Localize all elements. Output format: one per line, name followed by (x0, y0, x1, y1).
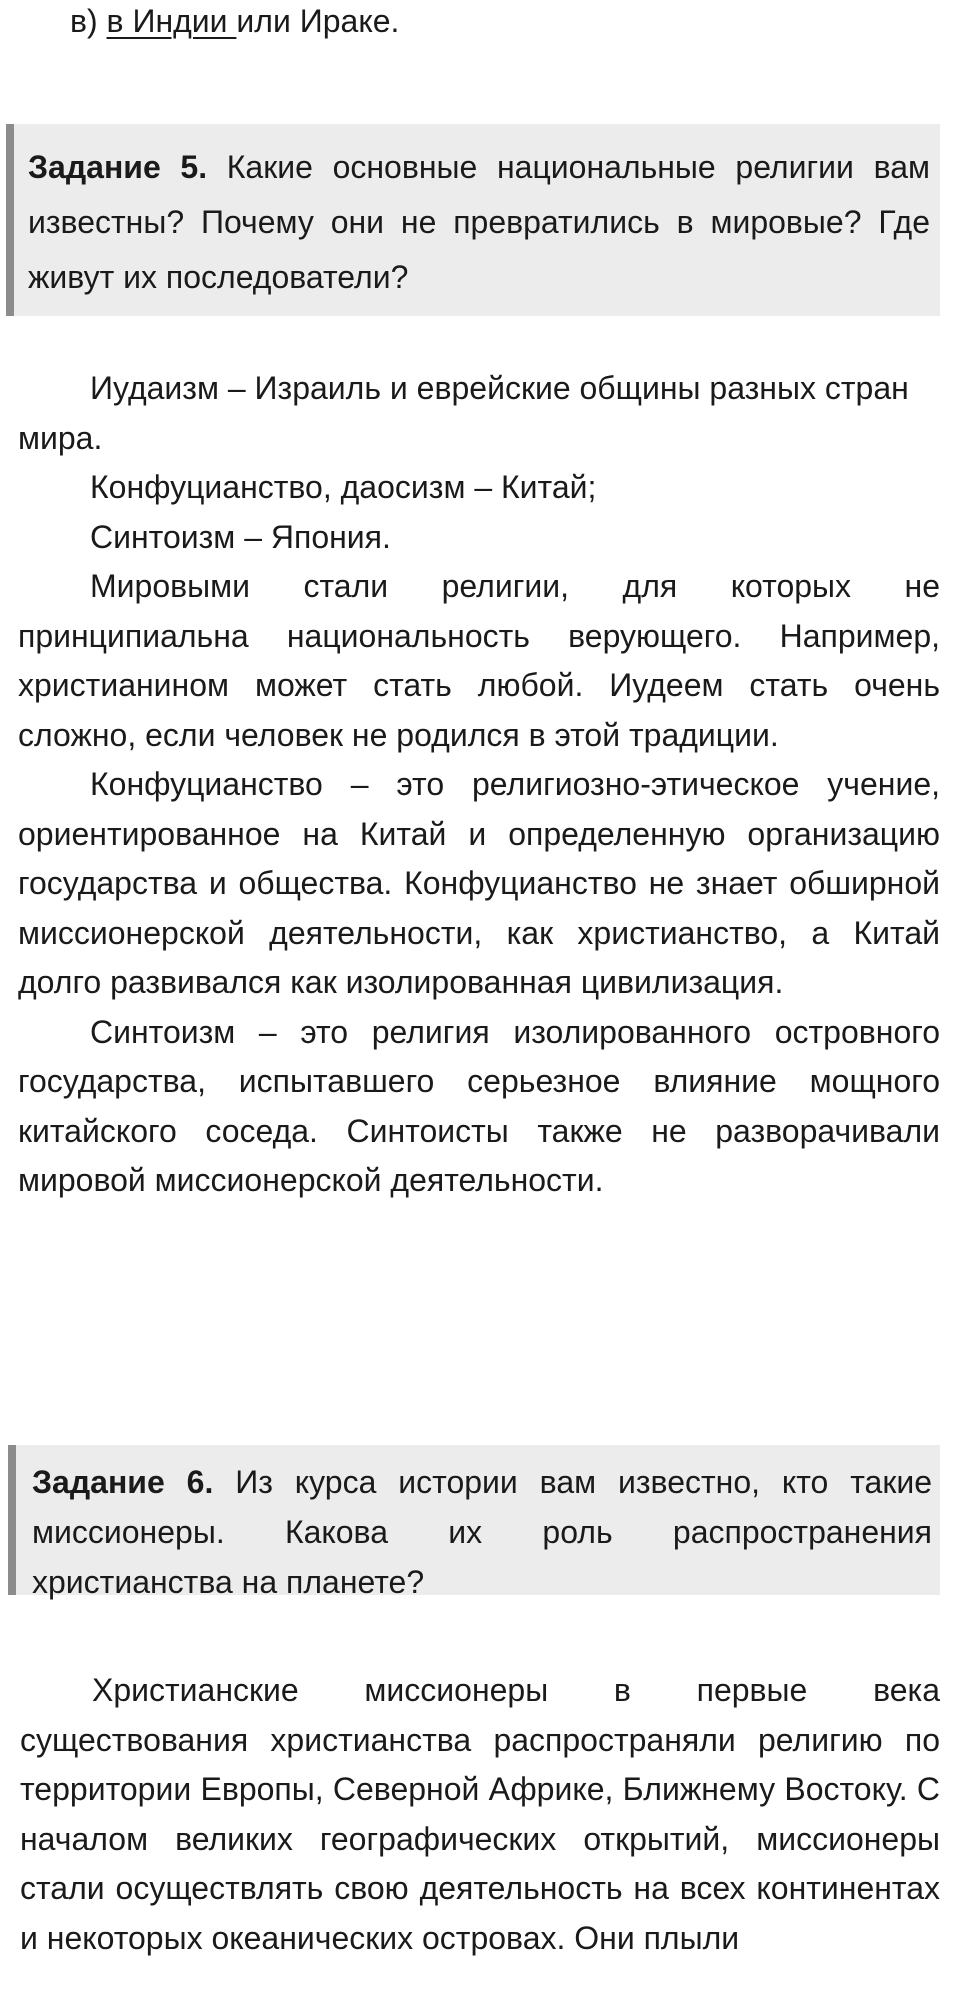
underlined-answer: в Индии (106, 3, 237, 39)
answer-option-line (70, 0, 399, 42)
answer-paragraph: Синтоизм – это религия изолированного островного государства, испытавшего серьезное влияние мощного китайского соседа. Синтоисты также не разворачивали мировой миссионерской деятельности. (18, 1013, 940, 1198)
answer-paragraph: Иудаизм – Израиль и еврейские общины разных стран мира. (18, 370, 909, 456)
option-suffix: или Ираке. (236, 3, 400, 39)
answer-paragraph: Христианские миссионеры в первые века существования христианства распространяли религию по территории Европы, Северной Африке, Ближнему Востоку. С началом великих географических открытий, миссионеры стали осуществлять свою деятельность на всех континентах и некоторых океанических островах. Они плыли (20, 1672, 940, 1956)
task-5-answer (18, 364, 940, 1206)
task-5-question: Какие основные национальные религии вам известны? Почему они не превратились в мировые? Где живут их последователи? (28, 149, 930, 295)
task-5-box (6, 124, 940, 316)
option-prefix: в) (70, 3, 107, 39)
task-6-label: Задание 6. (32, 1464, 214, 1500)
task-6-answer (20, 1666, 940, 1963)
answer-paragraph: Конфуцианство – это религиозно-этическое учение, ориентированное на Китай и определенную организацию государства и общества. Конфуцианство не знает обширной миссионерской деятельности, как христианство, а Китай долго развивался как изолированная цивилизация. (18, 766, 940, 1000)
task-6-box (8, 1445, 940, 1600)
answer-paragraph: Конфуцианство, даосизм – Китай; (90, 469, 597, 505)
task-6-question: Из курса истории вам известно, кто такие миссионеры. Какова их роль распространения христианства на планете? (32, 1464, 932, 1600)
task-5-label: Задание 5. (28, 149, 208, 185)
answer-paragraph: Мировыми стали религии, для которых не принципиальна национальность верующего. Например, христианином может стать любой. Иудеем стать очень сложно, если человек не родился в этой традиции. (18, 568, 940, 753)
answer-paragraph: Синтоизм – Япония. (90, 518, 391, 555)
